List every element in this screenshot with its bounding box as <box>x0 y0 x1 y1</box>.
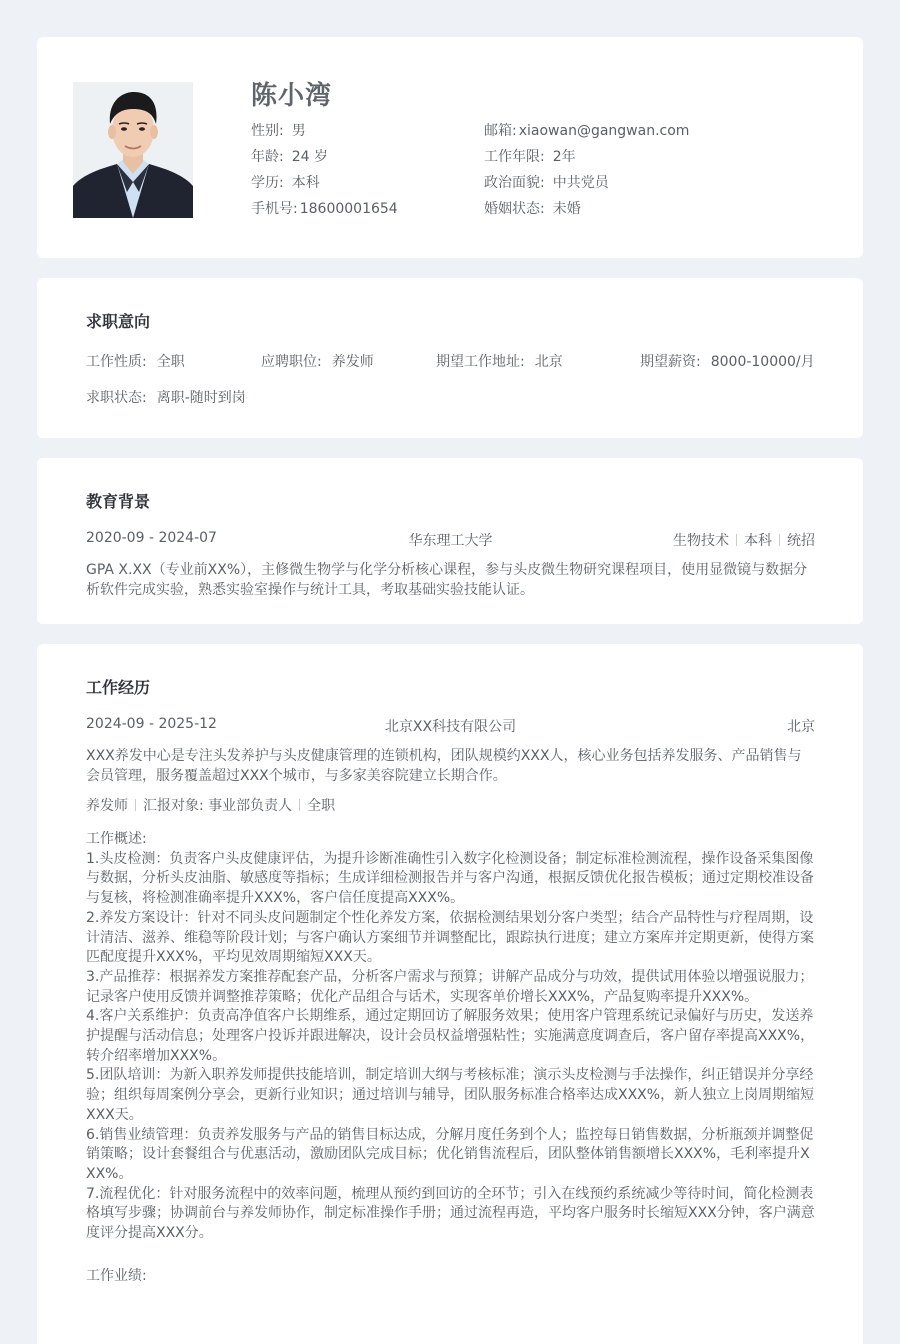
section-title-work: 工作经历 <box>86 678 151 697</box>
education-row <box>86 530 815 550</box>
education-school: 华东理工大学 <box>408 533 493 549</box>
achievement-label: 工作业绩: <box>86 1268 147 1284</box>
work-role: 养发师 <box>86 798 128 814</box>
work-row <box>86 716 815 736</box>
work-company: 北京XX科技有限公司 <box>384 719 517 735</box>
overview-item: 5.团队培训：为新入职养发师提供技能培训，制定培训大纲与考核标准；演示头皮检测与手法操作，纠正错误并分享经验；组织每周案例分享会，更新行业知识；通过培训与辅导，团队服务标准合格率达成XXX%，新人独立上岗周期缩短XXX天。 <box>86 1067 815 1123</box>
overview-item: 6.销售业绩管理：负责养发服务与产品的销售目标达成，分解月度任务到个人；监控每日销售数据，分析瓶颈并调整促销策略；设计套餐组合与优惠活动，激励团队完成目标；优化销售流程后，团队整体销售额增长XXX%，毛利率提升XXX%。 <box>86 1126 814 1182</box>
job-intent-card <box>37 278 863 438</box>
education-period: 2020-09 - 2024-07 <box>86 530 217 546</box>
work-period: 2024-09 - 2025-12 <box>86 716 217 732</box>
intent-salary: 期望薪资: 8000-10000/月 <box>640 354 815 370</box>
education-major: 生物技术 <box>673 533 729 549</box>
overview-item: 4.客户关系维护：负责高净值客户长期维系，通过定期回访了解服务效果；使用客户管理系统记录偏好与历史，发送养护提醒与活动信息；处理客户投诉并跟进解决，设计会员权益增强粘性；实施满意度调查后，客户留存率提高XXX%，转介绍率增加XXX%。 <box>86 1008 815 1064</box>
intent-status: 求职状态: 离职-随时到岗 <box>86 390 246 406</box>
info-age: 年龄: 24 岁 <box>251 149 328 165</box>
work-report: 汇报对象: 事业部负责人 <box>143 798 293 814</box>
work-experience-card <box>37 644 863 1344</box>
info-gender: 性别: 男 <box>251 123 306 139</box>
work-job-type: 全职 <box>307 798 336 814</box>
info-email: 邮箱: xiaowan@gangwan.com <box>484 123 690 139</box>
education-enroll: 统招 <box>787 533 815 549</box>
education-meta <box>673 530 815 550</box>
divider <box>299 799 300 811</box>
intent-location: 期望工作地址: 北京 <box>436 354 563 370</box>
info-political: 政治面貌: 中共党员 <box>484 175 609 191</box>
education-description: GPA X.XX（专业前XX%），主修微生物学与化学分析核心课程，参与头皮微生物研究课程项目，使用显微镜与数据分析软件完成实验，熟悉实验室操作与统计工具，考取基础实验技能认证。 <box>86 562 808 598</box>
divider <box>135 799 136 811</box>
section-title-education: 教育背景 <box>86 492 151 511</box>
candidate-name: 陈小湾 <box>251 81 333 111</box>
education-card <box>37 458 863 624</box>
work-city: 北京 <box>787 719 815 735</box>
intent-position: 应聘职位: 养发师 <box>261 354 374 370</box>
work-overview <box>86 830 815 1244</box>
education-degree: 本科 <box>744 533 772 549</box>
info-marital: 婚姻状态: 未婚 <box>484 201 581 217</box>
divider <box>779 534 780 546</box>
overview-item: 3.产品推荐：根据养发方案推荐配套产品，分析客户需求与预算；讲解产品成分与功效，提供试用体验以增强说服力；记录客户使用反馈并调整推荐策略；优化产品组合与话术，实现客单价增长XXX%，产品复购率提升XXX%。 <box>86 968 814 1005</box>
avatar-portrait <box>73 82 193 218</box>
profile-info-left <box>251 121 398 225</box>
overview-item: 1.头皮检测：负责客户头皮健康评估，为提升诊断准确性引入数字化检测设备；制定标准检测流程，操作设备采集图像与数据，分析头皮油脂、敏感度等指标；生成详细检测报告并与客户沟通，根据反馈优化报告模板；通过定期校准设备与复核，将检测准确率提升XXX%，客户信任度提高XXX%。 <box>86 850 814 907</box>
company-description: XXX养发中心是专注头发养护与头皮健康管理的连锁机构，团队规模约XXX人，核心业务包括养发服务、产品销售与会员管理，服务覆盖超过XXX个城市，与多家美容院建立长期合作。 <box>86 748 802 784</box>
overview-item: 2.养发方案设计：针对不同头皮问题制定个性化养发方案，依据检测结果划分客户类型；结合产品特性与疗程周期，设计清洁、滋养、维稳等阶段计划；与客户确认方案细节并调整配比，跟踪执行进度；建立方案库并定期更新，使得方案匹配度提升XXX%，平均见效周期缩短XXX天。 <box>86 909 814 966</box>
profile-card <box>37 37 863 258</box>
section-title-intent: 求职意向 <box>86 312 151 331</box>
overview-item: 7.流程优化：针对服务流程中的效率问题，梳理从预约到回访的全环节；引入在线预约系统减少等待时间，简化检测表格填写步骤；协调前台与养发师协作，制定标准操作手册；通过流程再造，平均客户服务时长缩短XXX分钟，客户满意度评分提高XXX分。 <box>86 1185 815 1242</box>
overview-label: 工作概述: <box>86 831 147 847</box>
info-education: 学历: 本科 <box>251 175 320 191</box>
intent-job-type: 工作性质: 全职 <box>86 354 185 370</box>
info-work-years: 工作年限: 2年 <box>484 149 576 165</box>
divider <box>736 534 737 546</box>
profile-info-right <box>484 121 689 225</box>
avatar <box>73 82 193 218</box>
work-tags <box>86 795 335 815</box>
info-phone: 手机号: 18600001654 <box>251 201 398 217</box>
